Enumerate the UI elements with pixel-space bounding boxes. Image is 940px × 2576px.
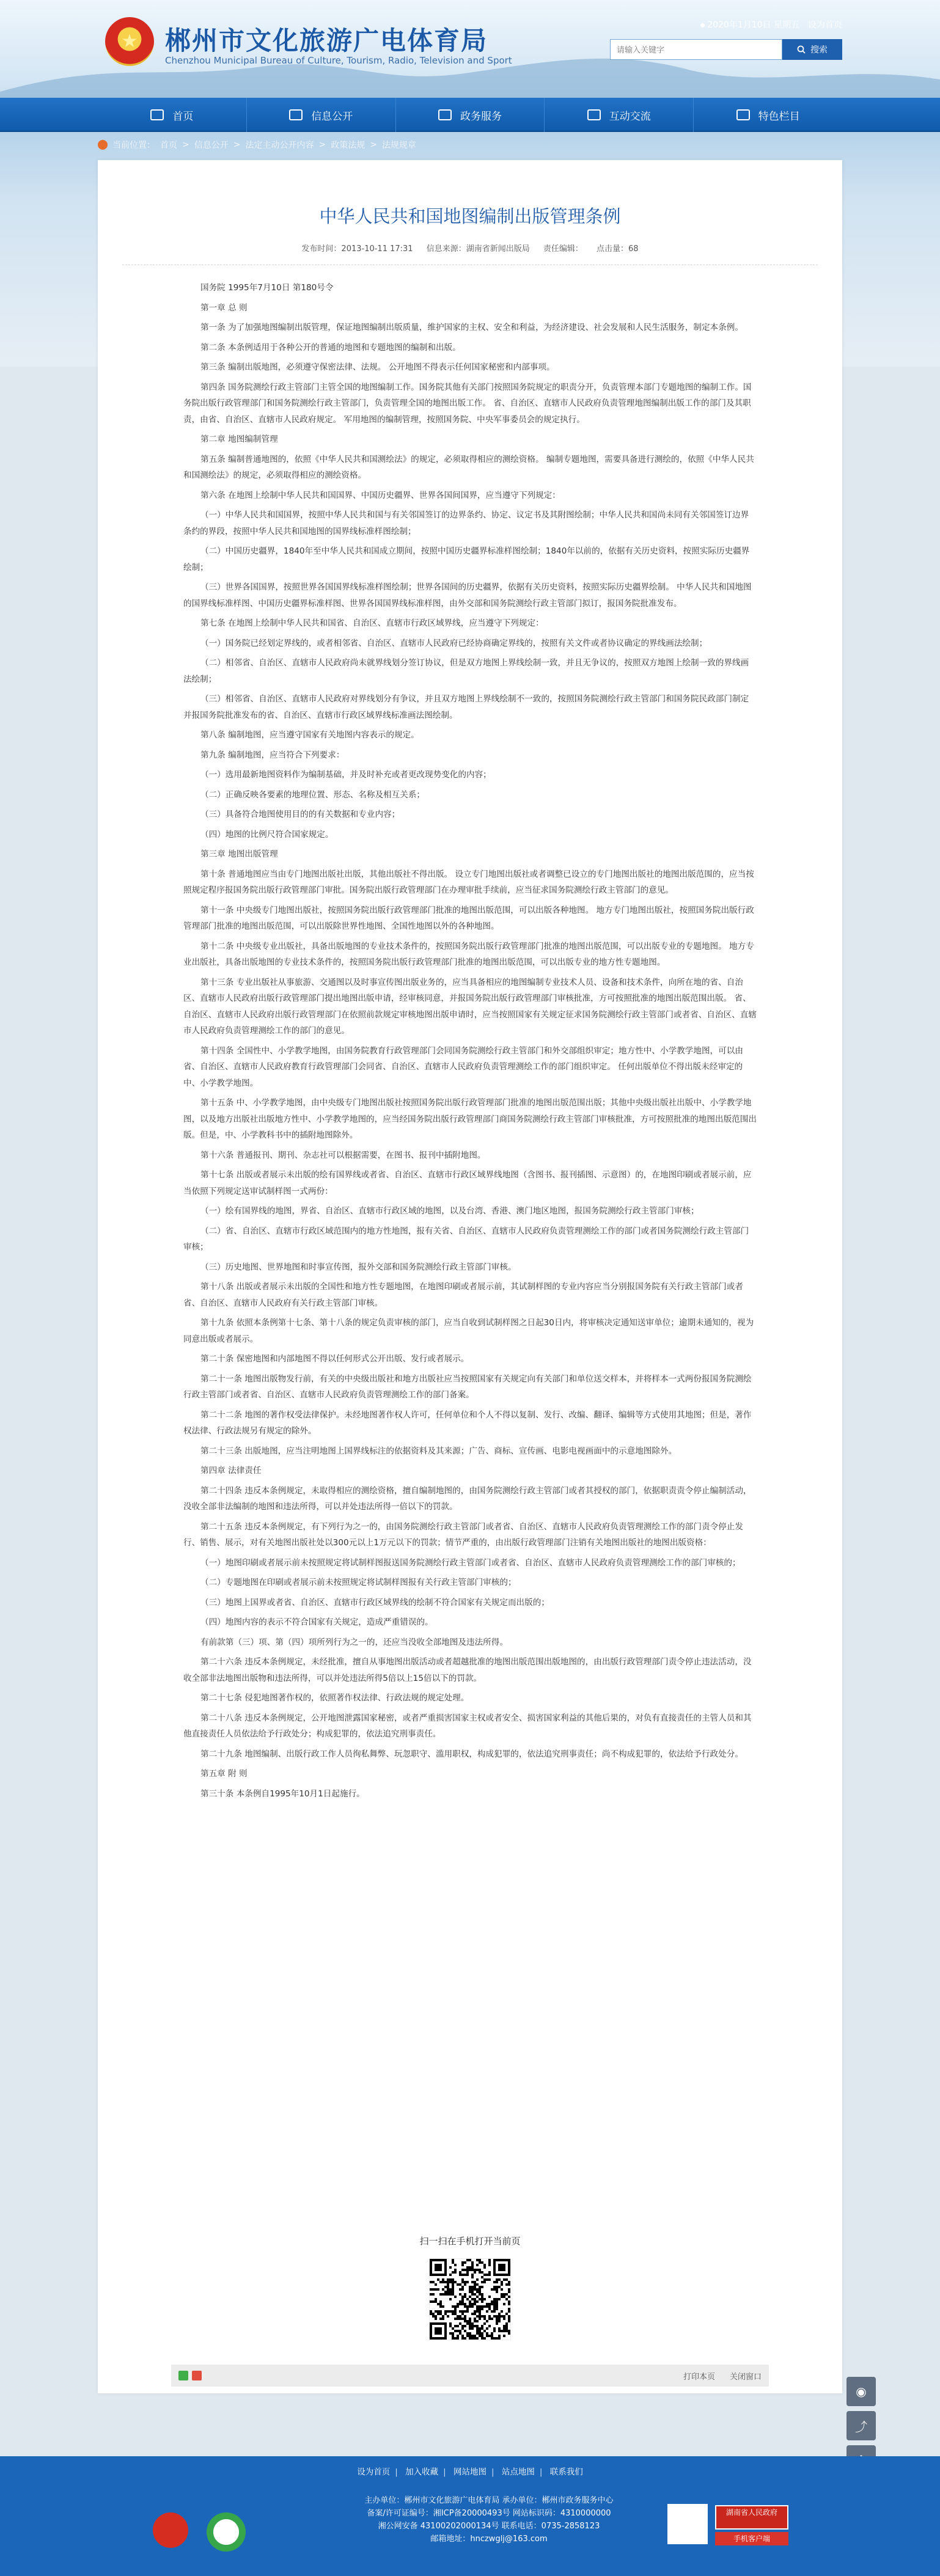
breadcrumb <box>98 137 842 153</box>
footer-link[interactable]: 加入收藏 <box>405 2467 439 2477</box>
main-nav-inner <box>98 98 842 132</box>
article-paragraph: 第四章 法律责任 <box>200 1466 262 1476</box>
nav-label: 信息公开 <box>311 110 353 123</box>
qr-label: 扫一扫在手机打开当前页 <box>419 2236 521 2247</box>
article-paragraph: 第十六条 普通报刊、期刊、杂志社可以根据需要，在图书、报刊中插附地图。 <box>200 1150 486 1160</box>
site-title: 郴州市文化旅游广电体育局 <box>165 26 488 56</box>
article-paragraph: 有前款第（三）项、第（四）项所列行为之一的，还应当没收全部地图及违法所得。 <box>200 1637 508 1647</box>
special-icon <box>736 109 750 120</box>
national-emblem-icon: ★ <box>105 17 154 66</box>
breadcrumb-item[interactable]: 首页 <box>160 141 177 150</box>
footer-info-line: 主办单位：郴州市文化旅游广电体育局 承办单位：郴州市政务服务中心 <box>364 2496 614 2505</box>
search-button-label: 搜索 <box>810 45 828 55</box>
breadcrumb-item[interactable]: 政策法规 <box>331 141 365 150</box>
search-button[interactable] <box>782 39 842 60</box>
folder-icon <box>289 109 303 120</box>
footer-info-line: 邮箱地址：hnczwglj@163.com <box>430 2534 548 2544</box>
article-paragraph: 第二十九条 地图编制、出版行政工作人员徇私舞弊、玩忽职守、滥用职权，构成犯罪的，依法追究刑事责任；尚不构成犯罪的，依法给予行政处分。 <box>200 1749 743 1759</box>
article-paragraph: 第十二条 中央级专业出版社，具备出版地图的专业技术条件的，按照国务院出版行政管理部门批准的地图出版范围，可以出版专业的专题地图。 地方专业出版社，具备出版地图的专业技术条件的，按照国务院出版行政管理部门批准的地图出版范围，可以出版专业的地方性专题地图。 <box>183 941 754 967</box>
breadcrumb-item[interactable]: 信息公开 <box>194 141 229 150</box>
footer-links: 设为首页 | 加入收藏 | 网站地图 | 站点地图 | 联系我们 <box>357 2467 583 2477</box>
editor: 责任编辑： <box>543 244 583 254</box>
share-icons <box>178 2371 202 2380</box>
close-window-button[interactable]: 关闭窗口 <box>729 2372 762 2382</box>
article-paragraph: 第十七条 出版或者展示未出版的绘有国界线或者省、自治区、直辖市行政区域界线地图（含图书、报刊插图、示意图）的，在地图印刷或者展示前，应当依照下列规定送审试制样图一式两份： <box>183 1170 752 1196</box>
article-paragraph: （二）相邻省、自治区、直辖市人民政府尚未就界线划分签订协议，但是双方地图上界线绘制一致，并且无争议的，按照双方地图上绘制一致的界线画法绘制； <box>183 658 749 684</box>
share-icon[interactable]: ⤴ <box>846 2411 876 2440</box>
share-actions <box>683 2370 762 2382</box>
article-paragraph: 第十四条 全国性中、小学教学地图，由国务院教育行政管理部门会同国务院测绘行政主管部门和外交部组织审定；地方性中、小学教学地图，可以由省、自治区、直辖市人民政府教育行政管理部门会同省、自治区、直辖市人民政府负责管理测绘工作的部门组织审定。 任何出版单位不得出版未经审定的中、小学教学地图。 <box>183 1045 743 1088</box>
article-paragraph: （三）具备符合地图使用目的的有关数据和专业内容； <box>200 810 400 819</box>
qr-section <box>98 2234 842 2340</box>
article-paragraph: （一）中华人民共和国国界，按照中华人民共和国与有关邻国签订的边界条约、协定、议定书及其附图绘制；中华人民共和国尚未同有关邻国签订边界条约的界段，按照中华人民共和国地图的国界线标准样图绘制； <box>183 510 749 536</box>
article-paragraph: 第五条 编制普通地图的，依照《中华人民共和国测绘法》的规定，必须取得相应的测绘资格。 编制专题地图，需要具备进行测绘的，依照《中华人民共和国测绘法》的规定，必须取得相应的测绘资格。 <box>183 454 754 480</box>
footer-link[interactable]: 联系我们 <box>549 2467 583 2477</box>
info-source: 信息来源：湖南省新闻出版局 <box>426 244 530 254</box>
article-paragraph: （一）绘有国界线的地图，界省、自治区、直辖市行政区域的地图，以及台湾、香港、澳门地区地图，报国务院测绘行政主管部门审核； <box>200 1206 699 1216</box>
article-paragraph: （三）历史地图、世界地图和时事宣传图，报外交部和国务院测绘行政主管部门审核。 <box>200 1262 516 1272</box>
article-paragraph: 第三条 编制出版地图，必须遵守保密法律、法规。 公开地图不得表示任何国家秘密和内部事项。 <box>200 362 555 372</box>
breadcrumb-item[interactable]: 法规规章 <box>381 141 416 150</box>
search-box <box>610 39 842 60</box>
article-paragraph: 第七条 在地图上绘制中华人民共和国省、自治区、直辖市行政区域界线，应当遵守下列规定： <box>200 618 544 628</box>
breadcrumb-separator: > <box>318 140 326 150</box>
article-paragraph: （二）正确反映各要素的地理位置、形态、名称及相互关系； <box>200 789 425 800</box>
article-paragraph: 第三章 地图出版管理 <box>200 849 278 859</box>
article-paragraph: 第二十七条 侵犯地图著作权的，依照著作权法律、行政法规的规定处理。 <box>200 1693 469 1703</box>
nav-item-special[interactable] <box>694 98 842 132</box>
main-nav <box>0 98 940 132</box>
footer-info <box>330 2494 648 2545</box>
article-paragraph: 第二十条 保密地图和内部地图不得以任何形式公开出版、发行或者展示。 <box>200 1354 469 1364</box>
article-paragraph: 第九条 编制地图，应当符合下列要求： <box>200 750 345 760</box>
article-paragraph: 第十三条 专业出版社从事旅游、交通图以及时事宣传图出版业务的，应当具备相应的地图编制专业技术人员、设备和技术条件，向所在地的省、自治区、直辖市人民政府出版行政管理部门提出地图出版申请，经审核同意，并报国务院出版行政管理部门审核批准，方可按照批准的地图出版范围出版。 省、自治区、直辖市人民政府出版行政管理部门在依照前款规定审核地图出版申请时，应当按照国家有关规定征求国务院测绘行政主管部门或者省、自治区、直辖市人民政府负责管理测绘工作的部门的意见。 <box>183 977 757 1036</box>
nav-item-interaction[interactable] <box>545 98 694 132</box>
article-paragraph: （一）选用最新地图资料作为编制基础，并及时补充或者更改现势变化的内容； <box>200 770 491 780</box>
article-body <box>183 280 757 1806</box>
article-paragraph: 第二十六条 违反本条例规定，未经批准，擅自从事地图出版活动或者超越批准的地图出版范围出版地图的，由出版行政管理部门责令停止违法活动，没收全部非法地图出版物和违法所得，可以并处违法所得5倍以上15倍以下的罚款。 <box>183 1657 752 1683</box>
article-paragraph: 第十八条 出版或者展示未出版的全国性和地方性专题地图，在地图印刷或者展示前，其试制样图的专业内容应当分别报国务院有关行政主管部门或者省、自治区、直辖市人民政府有关行政主管部门审核。 <box>183 1282 743 1308</box>
article-paragraph: 国务院 1995年7月10日 第180号令 <box>200 283 334 293</box>
article-paragraph: （四）地图内容的表示不符合国家有关规定，造成严重错误的。 <box>200 1617 433 1627</box>
site-footer <box>0 2456 940 2576</box>
nav-item-home[interactable] <box>98 98 247 132</box>
article-paragraph: （三）相邻省、自治区、直辖市人民政府对界线划分有争议，并且双方地图上界线绘制不一致的，按照国务院测绘行政主管部门和国务院民政部门制定并报国务院批准发布的省、自治区、直辖市行政区域界线标准画法图绘制。 <box>183 694 749 720</box>
weibo-share-icon[interactable] <box>192 2371 202 2380</box>
qr-code-image <box>429 2258 511 2340</box>
footer-link[interactable]: 站点地图 <box>501 2467 535 2477</box>
home-icon <box>150 109 164 120</box>
article-card <box>98 160 842 2393</box>
breadcrumb-item[interactable]: 法定主动公开内容 <box>245 141 314 150</box>
article-paragraph: 第一条 为了加强地图编制出版管理，保证地图编制出版质量，维护国家的主权、安全和利益，为经济建设、社会发展和人民生活服务，制定本条例。 <box>200 323 743 332</box>
article-paragraph: 第四条 国务院测绘行政主管部门主管全国的地图编制工作。国务院其他有关部门按照国务院规定的职责分开，负责管理本部门专题地图的编制工作。国务院出版行政管理部门和国务院测绘行政主管部门，负责管理全国的地图出版工作。 省、自治区、直辖市人民政府负责管理地图编制出版工作的部门及其职责，由省、自治区、直辖市人民政府规定。 军用地图的编制管理，按照国务院、中央军事委员会的规定执行。 <box>183 382 752 425</box>
article-paragraph: 第二十五条 违反本条例规定，有下列行为之一的，由国务院测绘行政主管部门或者省、自治区、直辖市人民政府负责管理测绘工作的部门责令停止发行、销售、展示，对有关地图出版社处以300元以上1万元以下的罚款；情节严重的，由出版行政管理部门注销有关地图出版社的地图出版资格： <box>183 1521 743 1548</box>
article-paragraph: 第六条 在地图上绘制中华人民共和国国界、中国历史疆界、世界各国间国界，应当遵守下列规定： <box>200 490 560 500</box>
article-meta <box>122 242 818 265</box>
search-icon <box>797 45 806 54</box>
gov-site-badge-icon[interactable] <box>207 2512 246 2552</box>
article-paragraph: 第十九条 依照本条例第十七条、第十八条的规定负责审核的部门，应当自收到试制样图之日起30日内，将审核决定通知送审单位；逾期未通知的，视为同意出版或者展示。 <box>183 1318 754 1344</box>
nav-label: 互动交流 <box>609 110 651 123</box>
breadcrumb-label: 当前位置： <box>112 141 155 150</box>
date-text: 2020年1月10日 星期五 <box>700 18 799 31</box>
share-bar <box>171 2365 769 2387</box>
nav-item-gov-service[interactable] <box>396 98 545 132</box>
wechat-share-icon[interactable] <box>178 2371 188 2380</box>
article-paragraph: 第二十三条 出版地图，应当注明地图上国界线标注的依据资料及其来源；广告、商标、宣传画、电影电视画面中的示意地图除外。 <box>200 1446 677 1456</box>
article-paragraph: （四）地图的比例尺符合国家规定。 <box>200 829 334 840</box>
article-paragraph: （二）省、自治区、直辖市行政区域范围内的地方性地图，报有关省、自治区、直辖市人民政府负责管理测绘工作的部门或者国务院测绘行政主管部门审核； <box>183 1226 749 1252</box>
footer-info-line: 湘公网安备 43100202000134号 联系电话：0735-2858123 <box>378 2522 600 2531</box>
article-paragraph: 第二十一条 地图出版物发行前，有关的中央级出版社和地方出版社应当按照国家有关规定向有关部门和单位送交样本，并将样本一式两份报国务院测绘行政主管部门或者省、自治区、直辖市人民政府负责管理测绘工作的部门备案。 <box>183 1374 752 1400</box>
article-paragraph: 第三十条 本条例自1995年10月1日起施行。 <box>200 1788 365 1799</box>
chat-icon <box>587 109 601 120</box>
breadcrumb-separator: > <box>233 140 241 150</box>
qr-code-pattern <box>430 2259 510 2340</box>
publish-time: 发布时间：2013-10-11 17:31 <box>301 244 413 254</box>
article-paragraph: 第二十二条 地图的著作权受法律保护。未经地图著作权人许可，任何单位和个人不得以复制、发行、改编、翻译、编辑等方式使用其地图；但是，著作权法律、行政法规另有规定的除外。 <box>183 1410 752 1436</box>
article-paragraph: 第二条 本条例适用于各种公开的普通的地图和专题地图的编制和出版。 <box>200 342 461 353</box>
mobile-client-badge[interactable]: 手机客户端 <box>715 2532 788 2545</box>
article-paragraph: 第五章 附 则 <box>200 1769 248 1779</box>
view-count: 点击量：68 <box>597 244 639 254</box>
article-paragraph: （一）国务院已经划定界线的，或者相邻省、自治区、直辖市人民政府已经协商确定界线的，按照有关文件或者协议确定的界线画法绘制； <box>200 638 708 648</box>
nav-label: 首页 <box>172 110 194 123</box>
article-paragraph: 第一章 总 则 <box>200 302 248 313</box>
article-paragraph: （三）世界各国国界，按照世界各国国界线标准样图绘制；世界各国间的历史疆界，依据有关历史资料，按照实际历史疆界绘制。 中华人民共和国地图的国界线标准样图、中国历史疆界标准样图、世界各国国界线标准样图，由外交部和国务院测绘行政主管部门拟订，报国务院批准发布。 <box>183 582 752 609</box>
article-title: 中华人民共和国地图编制出版管理条例 <box>319 206 621 227</box>
search-input[interactable] <box>610 39 782 60</box>
breadcrumb-separator: > <box>182 140 189 150</box>
footer-link[interactable]: 网站地图 <box>453 2467 487 2477</box>
nav-label: 政务服务 <box>460 110 502 123</box>
set-homepage-link[interactable]: 设为首页 <box>808 20 842 30</box>
article-paragraph: 第二十四条 违反本条例规定，未取得相应的测绘资格，擅自编制地图的，由国务院测绘行政主管部门或者其授权的部门，依据职责责令停止编制活动，没收全部非法编制的地图和违法所得，可以并处违法所得一倍以下的罚款。 <box>183 1485 752 1512</box>
article-paragraph: （三）地图上国界或者省、自治区、直辖市行政区域界线的绘制不符合国家有关规定而出版的； <box>200 1597 549 1608</box>
article-paragraph: 第八条 编制地图，应当遵守国家有关地图内容表示的规定。 <box>200 730 419 740</box>
hunan-gov-badge[interactable]: 湖南省人民政府 <box>715 2505 788 2530</box>
nav-item-info-public[interactable] <box>247 98 396 132</box>
service-icon <box>438 109 452 120</box>
footer-info-line: 备案/许可证编号：湘ICP备20000493号 网站标识码：4310000000 <box>367 2509 611 2518</box>
print-button[interactable]: 打印本页 <box>683 2372 715 2382</box>
footer-link[interactable]: 设为首页 <box>357 2467 391 2477</box>
site-subtitle: Chenzhou Municipal Bureau of Culture, Tourism, Radio, Television and Sport <box>165 55 512 66</box>
location-icon <box>98 140 108 150</box>
top-links <box>700 18 842 31</box>
article-paragraph: （一）地图印刷或者展示前未按照规定将试制样图报送国务院测绘行政主管部门或者省、自治区、直辖市人民政府负责管理测绘工作的部门审核的； <box>200 1557 741 1568</box>
party-badge-icon[interactable] <box>153 2512 188 2548</box>
weibo-icon[interactable]: ◉ <box>846 2377 876 2406</box>
footer-qr-code <box>667 2504 708 2544</box>
breadcrumb-separator: > <box>370 140 377 150</box>
article-paragraph: （二）专题地图在印刷或者展示前未按照规定将试制样图报有关行政主管部门审核的； <box>200 1578 516 1587</box>
article-paragraph: 第十条 普通地图应当由专门地图出版社出版，其他出版社不得出版。 设立专门地图出版社或者调整已设立的专门地图出版社的地图出版范围的，应当按照规定程序报国务院出版行政管理部门审批。国务院出版行政管理部门在办理审批手续前，应当征求国务院测绘行政主管部门的意见。 <box>183 869 754 895</box>
article-paragraph: 第二十八条 违反本条例规定，公开地图泄露国家秘密，或者严重损害国家主权或者安全、损害国家利益的其他后果的，对负有直接责任的主管人员和其他直接责任人员依法给予行政处分；构成犯罪的，依法追究刑事责任。 <box>183 1713 752 1739</box>
article-paragraph: （二）中国历史疆界，1840年至中华人民共和国成立期间，按照中国历史疆界标准样图绘制；1840年以前的，依据有关历史资料，按照实际历史疆界绘制； <box>183 546 750 573</box>
article-paragraph: 第二章 地图编制管理 <box>200 434 278 444</box>
site-header <box>98 0 842 98</box>
nav-label: 特色栏目 <box>758 110 800 123</box>
article-paragraph: 第十一条 中央级专门地图出版社，按照国务院出版行政管理部门批准的地图出版范围，可以出版各种地图。 地方专门地图出版社，按照国务院出版行政管理部门批准的地图出版范围，可以出版除世界性地图、全国性地图以外的各种地图。 <box>183 905 754 931</box>
article-paragraph: 第十五条 中、小学教学地图，由中央级专门地图出版社按照国务院出版行政管理部门批准的地图出版范围出版；其他中央级出版社出版中、小学教学地图，以及地方出版社出版地方性中、小学教学地图的，应当经国务院出版行政管理部门商国务院测绘行政主管部门审核批准，方可按照批准的地图出版范围出版。但是，中、小学教科书中的插附地图除外。 <box>183 1098 757 1140</box>
